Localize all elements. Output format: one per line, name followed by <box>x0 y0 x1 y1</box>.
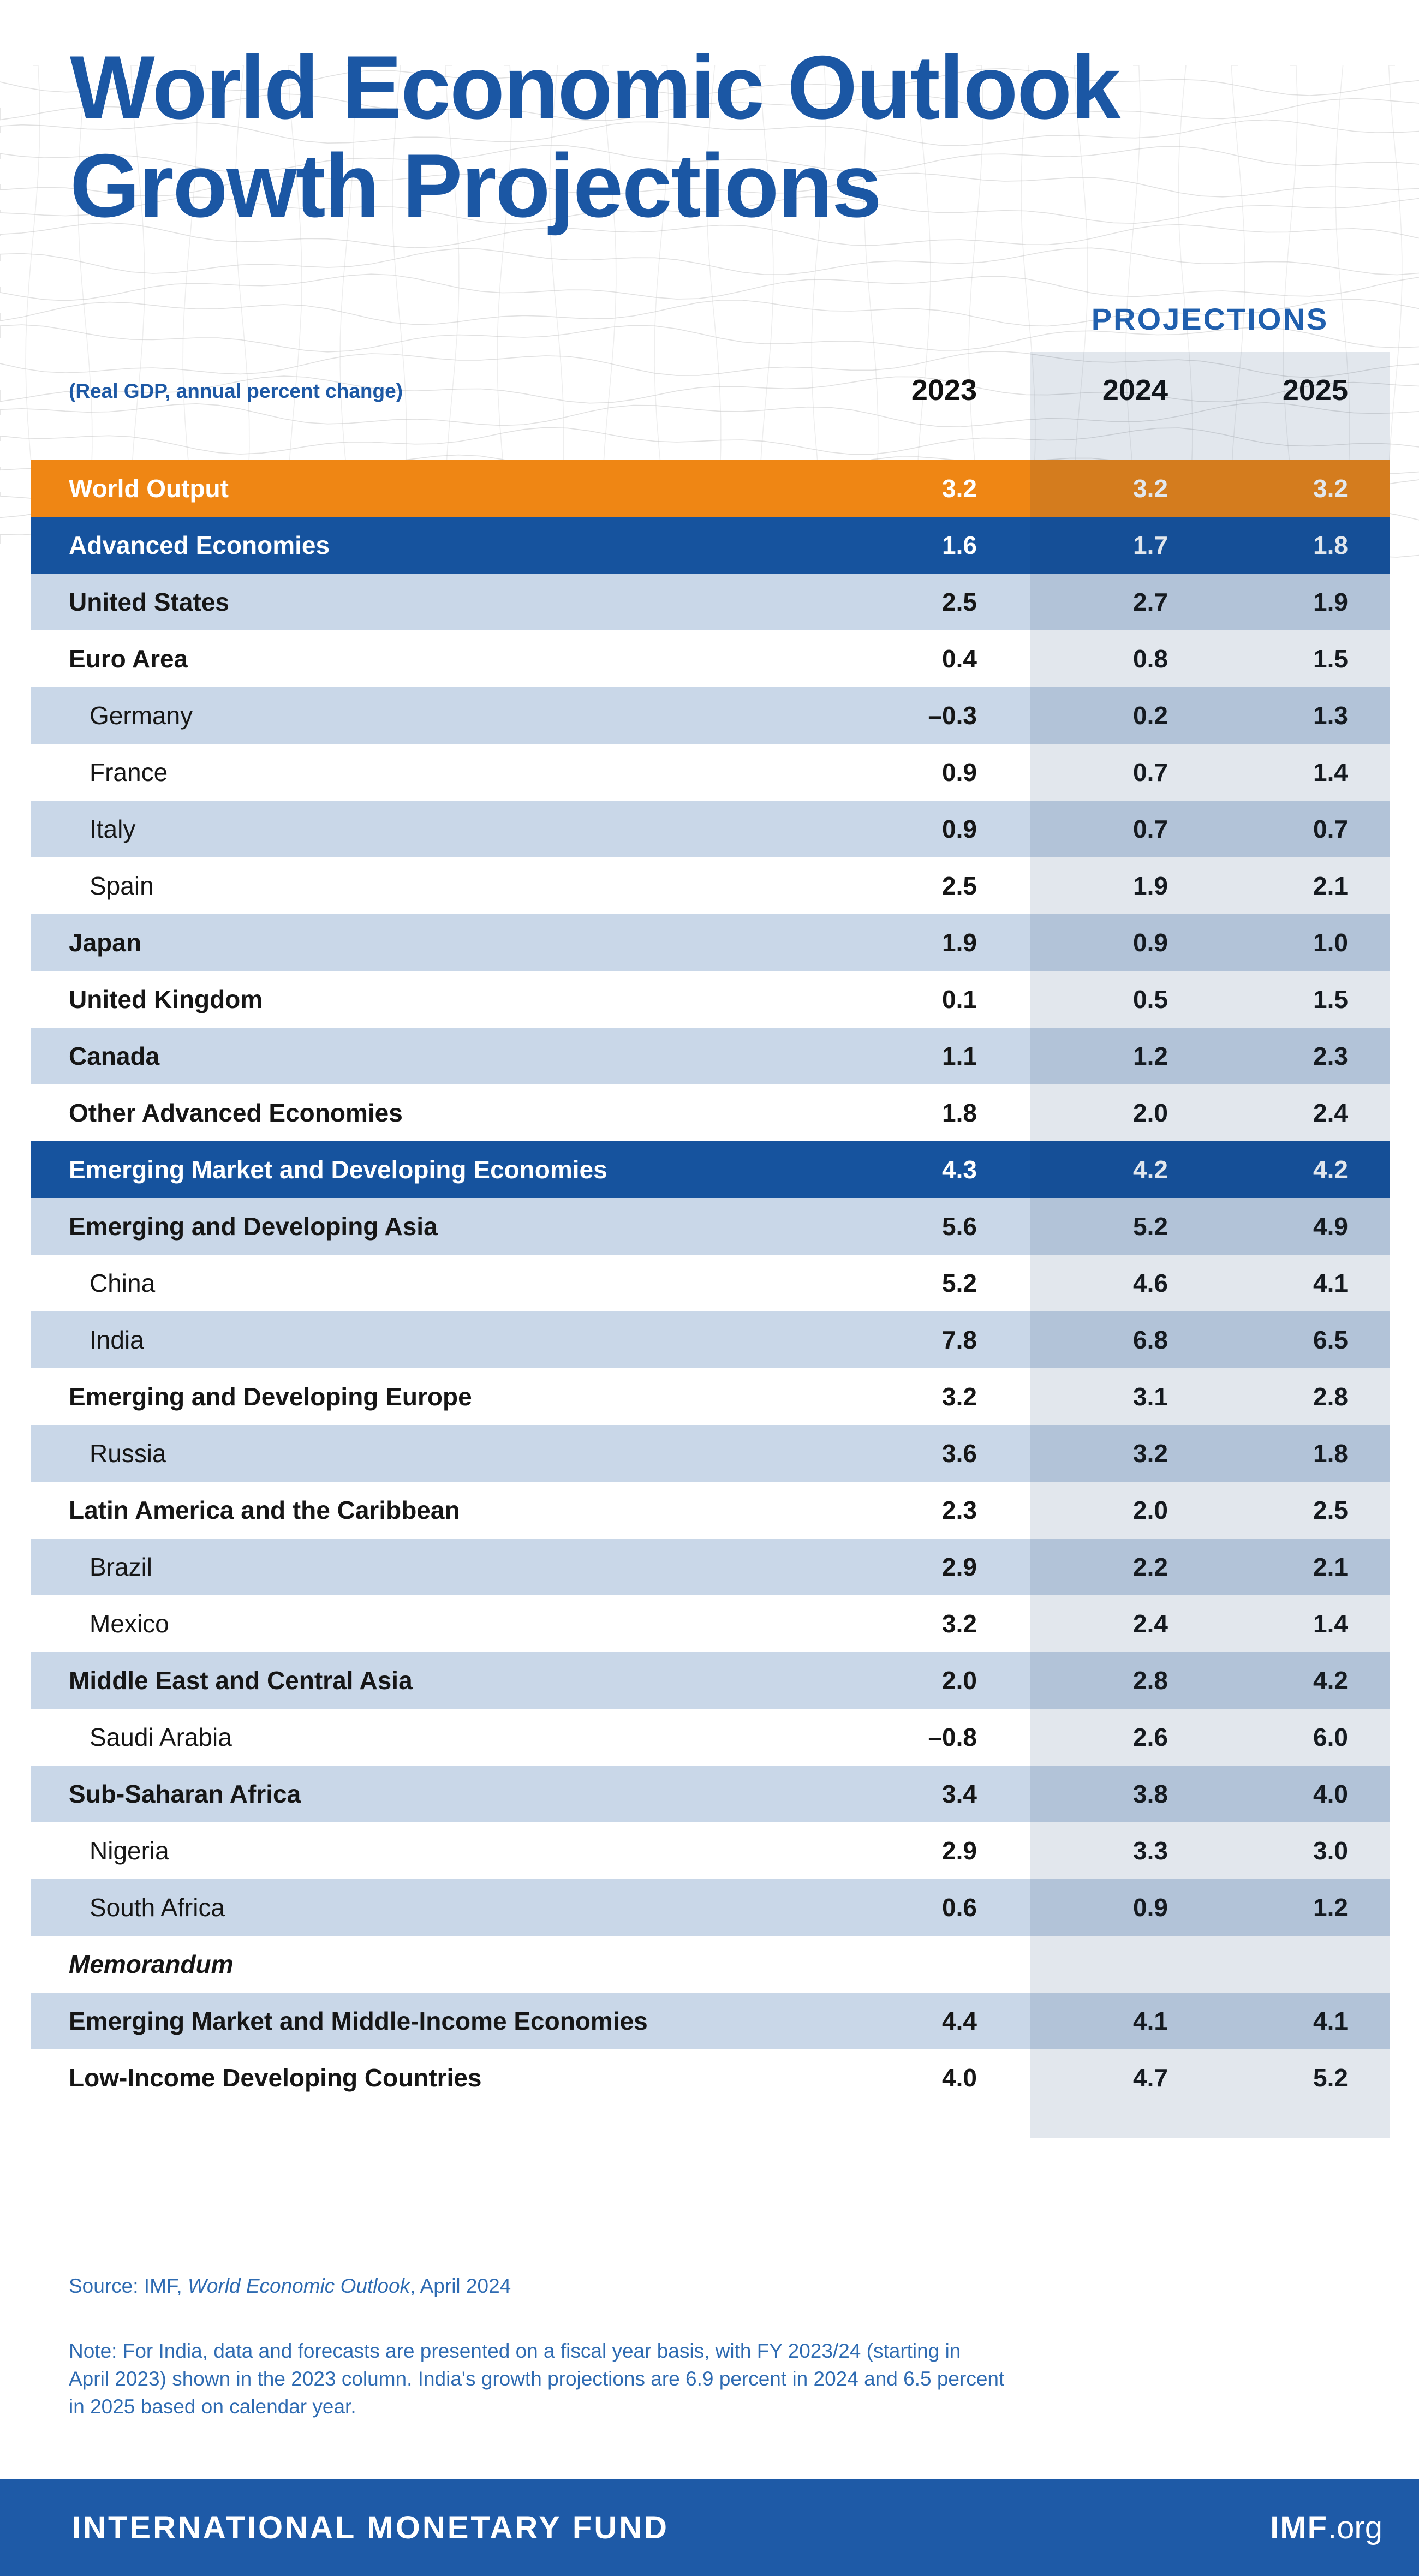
table-row <box>31 630 1390 687</box>
row-label: Nigeria <box>90 1836 169 1865</box>
row-label: Emerging Market and Developing Economies <box>69 1155 607 1184</box>
value-2024: 3.3 <box>1133 1836 1168 1865</box>
table-row <box>31 1539 1390 1595</box>
value-2023: 0.1 <box>942 985 977 1013</box>
value-2025: 1.5 <box>1313 645 1348 673</box>
value-2025: 3.2 <box>1313 474 1348 503</box>
table-row <box>31 1766 1390 1822</box>
value-2025: 2.1 <box>1313 872 1348 900</box>
row-label: Japan <box>69 928 141 957</box>
table-row <box>31 1822 1390 1879</box>
table-row <box>31 460 1390 517</box>
table-row <box>31 1425 1390 1482</box>
value-2025: 2.4 <box>1313 1099 1348 1127</box>
row-label: Saudi Arabia <box>90 1723 232 1751</box>
projections-label: PROJECTIONS <box>1091 302 1329 336</box>
row-label: United Kingdom <box>69 985 263 1013</box>
column-header-row <box>31 365 1390 407</box>
table-row <box>31 1709 1390 1766</box>
value-2025: 4.2 <box>1313 1155 1348 1184</box>
value-2025: 4.1 <box>1313 2007 1348 2035</box>
year-header-2025: 2025 <box>1282 374 1348 407</box>
source-prefix: Source: IMF, <box>69 2275 188 2297</box>
value-2025: 1.2 <box>1313 1893 1348 1922</box>
value-2025: 4.1 <box>1313 1269 1348 1297</box>
row-label: United States <box>69 588 229 616</box>
row-label: World Output <box>69 474 229 503</box>
value-2023: 3.2 <box>942 1609 977 1638</box>
value-2024: 2.6 <box>1133 1723 1168 1751</box>
table-row <box>31 1936 1390 1993</box>
value-2024: 2.4 <box>1133 1609 1168 1638</box>
page-title-line1: World Economic Outlook <box>70 37 1120 138</box>
value-2024: 4.6 <box>1133 1269 1168 1297</box>
row-label: Sub-Saharan Africa <box>69 1780 301 1808</box>
value-2023: –0.8 <box>928 1723 977 1751</box>
value-2024: 2.8 <box>1133 1666 1168 1695</box>
value-2024: 0.9 <box>1133 928 1168 957</box>
value-2023: 0.9 <box>942 815 977 843</box>
value-2023: 1.9 <box>942 928 977 957</box>
value-2023: 2.9 <box>942 1553 977 1581</box>
row-label: China <box>90 1269 156 1297</box>
value-2023: 3.4 <box>942 1780 977 1808</box>
india-note-line3: in 2025 based on calendar year. <box>69 2395 356 2418</box>
value-2023: 2.9 <box>942 1836 977 1865</box>
table-row <box>31 1879 1390 1936</box>
value-2025: 4.9 <box>1313 1212 1348 1241</box>
value-2023: 3.6 <box>942 1439 977 1468</box>
row-label: Emerging Market and Middle-Income Economies <box>69 2007 648 2035</box>
value-2024: 2.0 <box>1133 1099 1168 1127</box>
row-label: Spain <box>90 872 154 900</box>
value-2024: 0.5 <box>1133 985 1168 1013</box>
value-2024: 1.7 <box>1133 531 1168 559</box>
table-row <box>31 2049 1390 2106</box>
row-label: Russia <box>90 1439 166 1468</box>
value-2023: 2.3 <box>942 1496 977 1524</box>
value-2025: 2.8 <box>1313 1382 1348 1411</box>
page-title <box>70 38 1120 235</box>
value-2023: 2.0 <box>942 1666 977 1695</box>
row-label: Middle East and Central Asia <box>69 1666 413 1695</box>
table-row <box>31 1652 1390 1709</box>
row-label: Memorandum <box>69 1950 234 1978</box>
growth-projections-table <box>31 460 1390 2106</box>
row-label: Emerging and Developing Asia <box>69 1212 438 1241</box>
table-row <box>31 1482 1390 1539</box>
year-header-2024: 2024 <box>1102 374 1168 407</box>
value-2025: 3.0 <box>1313 1836 1348 1865</box>
value-2024: 6.8 <box>1133 1326 1168 1354</box>
imf-org-suffix: .org <box>1328 2509 1382 2545</box>
row-label: Latin America and the Caribbean <box>69 1496 460 1524</box>
value-2025: 1.8 <box>1313 1439 1348 1468</box>
value-2025: 1.3 <box>1313 701 1348 730</box>
india-note-line2: April 2023) shown in the 2023 column. India's growth projections are 6.9 percent in 2024 and 6.5 percent <box>69 2368 1005 2390</box>
value-2025: 1.4 <box>1313 758 1348 786</box>
value-2023: 5.6 <box>942 1212 977 1241</box>
year-header-2023: 2023 <box>911 374 977 407</box>
value-2023: 3.2 <box>942 474 977 503</box>
value-2025: 1.4 <box>1313 1609 1348 1638</box>
table-row <box>31 1993 1390 2049</box>
table-row <box>31 801 1390 857</box>
value-2024: 2.2 <box>1133 1553 1168 1581</box>
table-row <box>31 1595 1390 1652</box>
value-2023: 2.5 <box>942 872 977 900</box>
value-2024: 0.2 <box>1133 701 1168 730</box>
value-2025: 6.0 <box>1313 1723 1348 1751</box>
unit-label: (Real GDP, annual percent change) <box>69 380 403 402</box>
value-2023: 4.3 <box>942 1155 977 1184</box>
source-publication: World Economic Outlook <box>187 2275 410 2297</box>
value-2025: 1.5 <box>1313 985 1348 1013</box>
row-label: Germany <box>90 701 193 730</box>
row-label: Canada <box>69 1042 160 1070</box>
value-2024: 0.7 <box>1133 815 1168 843</box>
table-row <box>31 1198 1390 1255</box>
value-2024: 4.2 <box>1133 1155 1168 1184</box>
value-2024: 3.2 <box>1133 474 1168 503</box>
value-2024: 0.9 <box>1133 1893 1168 1922</box>
value-2024: 4.7 <box>1133 2064 1168 2092</box>
footer-bar <box>0 2479 1419 2576</box>
value-2024: 0.7 <box>1133 758 1168 786</box>
value-2023: 0.6 <box>942 1893 977 1922</box>
table-row <box>31 857 1390 914</box>
value-2023: 2.5 <box>942 588 977 616</box>
table-row <box>31 1028 1390 1084</box>
table-row <box>31 914 1390 971</box>
row-label: France <box>90 758 168 786</box>
value-2024: 3.2 <box>1133 1439 1168 1468</box>
imf-org-label <box>1270 2509 1382 2546</box>
table-row <box>31 574 1390 630</box>
value-2023: –0.3 <box>928 701 977 730</box>
row-label: Italy <box>90 815 136 843</box>
table-row <box>31 744 1390 801</box>
table-row <box>31 1141 1390 1198</box>
row-label: Advanced Economies <box>69 531 330 559</box>
imf-wordmark: INTERNATIONAL MONETARY FUND <box>72 2509 669 2545</box>
table-row <box>31 517 1390 574</box>
value-2023: 5.2 <box>942 1269 977 1297</box>
value-2024: 0.8 <box>1133 645 1168 673</box>
row-label: Low-Income Developing Countries <box>69 2064 482 2092</box>
value-2024: 2.0 <box>1133 1496 1168 1524</box>
value-2023: 1.6 <box>942 531 977 559</box>
value-2024: 4.1 <box>1133 2007 1168 2035</box>
value-2025: 5.2 <box>1313 2064 1348 2092</box>
table-row <box>31 1255 1390 1311</box>
value-2025: 0.7 <box>1313 815 1348 843</box>
value-2024: 1.9 <box>1133 872 1168 900</box>
value-2024: 2.7 <box>1133 588 1168 616</box>
table-row <box>31 971 1390 1028</box>
india-note <box>69 2337 1004 2420</box>
value-2025: 1.8 <box>1313 531 1348 559</box>
value-2025: 2.5 <box>1313 1496 1348 1524</box>
value-2023: 1.8 <box>942 1099 977 1127</box>
value-2023: 7.8 <box>942 1326 977 1354</box>
page-title-line2: Growth Projections <box>70 135 881 236</box>
row-label: Other Advanced Economies <box>69 1099 403 1127</box>
value-2023: 0.9 <box>942 758 977 786</box>
value-2023: 0.4 <box>942 645 977 673</box>
value-2024: 1.2 <box>1133 1042 1168 1070</box>
value-2025: 4.0 <box>1313 1780 1348 1808</box>
table-row <box>31 1311 1390 1368</box>
value-2023: 3.2 <box>942 1382 977 1411</box>
row-label: Mexico <box>90 1609 169 1638</box>
value-2025: 2.1 <box>1313 1553 1348 1581</box>
row-label: India <box>90 1326 144 1354</box>
india-note-line1: Note: For India, data and forecasts are presented on a fiscal year basis, with FY 2023/24 (starting in <box>69 2340 961 2362</box>
value-2023: 4.0 <box>942 2064 977 2092</box>
value-2025: 4.2 <box>1313 1666 1348 1695</box>
value-2024: 3.1 <box>1133 1382 1168 1411</box>
value-2025: 1.9 <box>1313 588 1348 616</box>
table-row <box>31 1084 1390 1141</box>
row-label: South Africa <box>90 1893 225 1922</box>
value-2025: 6.5 <box>1313 1326 1348 1354</box>
value-2023: 1.1 <box>942 1042 977 1070</box>
value-2024: 3.8 <box>1133 1780 1168 1808</box>
value-2024: 5.2 <box>1133 1212 1168 1241</box>
value-2025: 1.0 <box>1313 928 1348 957</box>
row-label: Emerging and Developing Europe <box>69 1382 472 1411</box>
imf-org-bold: IMF <box>1270 2509 1328 2545</box>
table-row <box>31 687 1390 744</box>
row-label: Euro Area <box>69 645 188 673</box>
value-2023: 4.4 <box>942 2007 977 2035</box>
row-label: Brazil <box>90 1553 153 1581</box>
value-2025: 2.3 <box>1313 1042 1348 1070</box>
source-note <box>69 2275 511 2298</box>
table-row <box>31 1368 1390 1425</box>
source-suffix: , April 2024 <box>410 2275 511 2297</box>
